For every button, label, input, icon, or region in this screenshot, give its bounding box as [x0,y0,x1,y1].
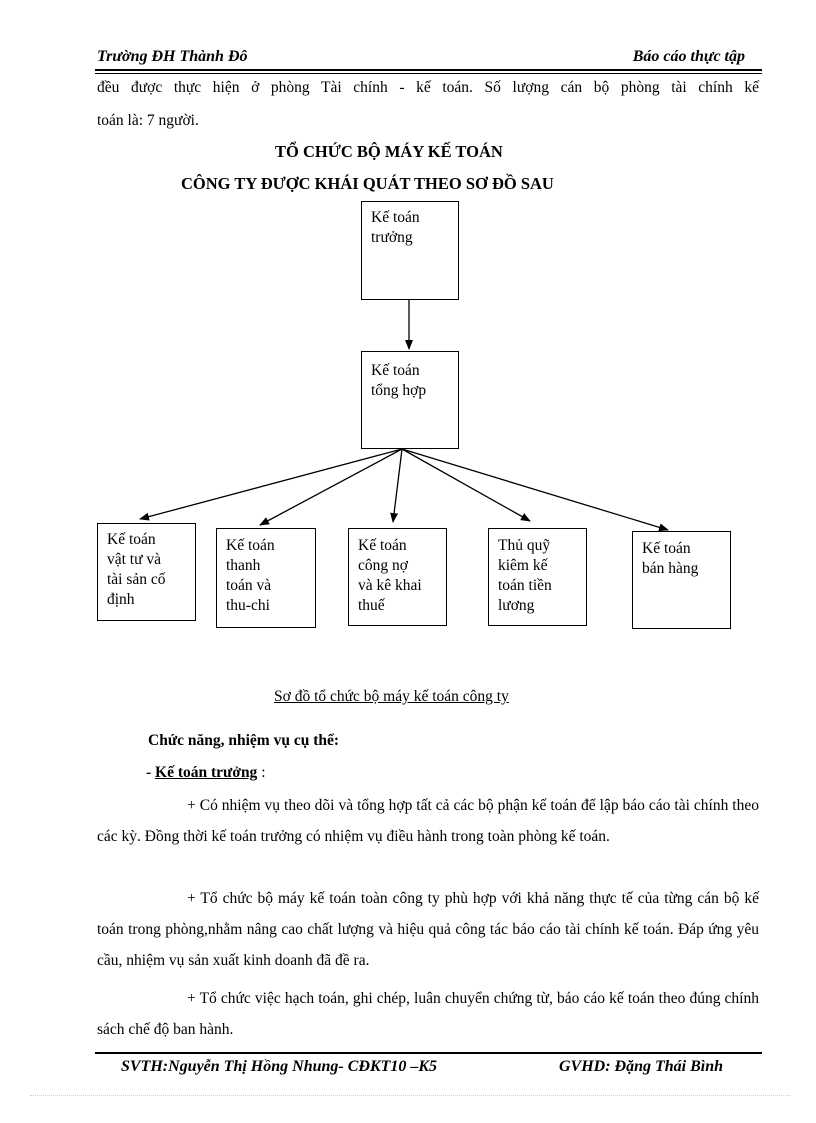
box-line: vật tư và [107,551,162,568]
footer-advisor: GVHD: Đặng Thái Bình [559,1058,724,1075]
box-line: Kế toán [226,537,275,554]
chief-dash: - [146,764,156,781]
box-general-accountant [361,351,459,449]
arrow-to-payments [260,449,402,525]
chief-suffix: : [257,764,266,781]
box-chief-line-1: Kế toán [371,209,420,226]
paragraph-duty-3: + Tổ chức việc hạch toán, ghi chép, luân chuyển chứng từ, báo cáo kế toán theo đúng chính sách chế độ ban hành. [97,990,759,1038]
arrow-to-materials [140,449,402,519]
arrow-to-treasurer [402,449,530,521]
functions-heading: Chức năng, nhiệm vụ cụ thể: [148,732,340,749]
chief-label: Kế toán trưởng [155,764,258,781]
chief-accountant-heading [146,764,266,782]
box-line: kiêm kế [498,557,548,574]
page-bottom-dotted-line [30,1095,790,1096]
paragraph-duty-2: + Tổ chức bộ máy kế toán toàn công ty phù hợp với khả năng thực tế của từng cán bộ kế toán trong phòng,nhằm nâng cao chất lượng và hiệu quả công tác báo cáo tài chính kế toán. Đáp ứng yêu cầu, nhiệm vụ sản xuất kinh doanh đã đề ra. [97,890,759,969]
box-line: toán và [226,577,272,594]
footer-student: SVTH:Nguyễn Thị Hồng Nhung- CĐKT10 –K5 [121,1058,438,1075]
box-line: thanh [226,557,261,574]
intro-line-1: đều được thực hiện ở phòng Tài chính - kế toán. Số lượng cán bộ phòng tài chính kế [97,79,759,96]
box-line: tài sản cố [107,571,166,588]
box-line: định [107,591,135,608]
box-line: thuế [358,597,385,614]
box-treasurer-payroll [488,528,587,626]
chart-title-line-2: CÔNG TY ĐƯỢC KHÁI QUÁT THEO SƠ ĐỒ SAU [181,174,554,193]
box-line: và kê khai [358,577,422,594]
box-line: thu-chi [226,597,270,614]
intro-line-2: toán là: 7 người. [97,112,199,129]
arrow-to-debts [393,449,402,522]
box-materials-assets-accountant [97,523,196,621]
header-school: Trường ĐH Thành Đô [97,48,248,65]
chart-caption: Sơ đồ tổ chức bộ máy kế toán công ty [274,688,509,705]
box-general-line-1: Kế toán [371,362,420,379]
box-line: Kế toán [642,540,691,557]
paragraph-duty-1: + Có nhiệm vụ theo dõi và tổng hợp tất cả các bộ phận kế toán để lập báo cáo tài chính theo các kỳ. Đồng thời kế toán trưởng có nhiệm vụ điều hành trong toàn phòng kế toán. [97,797,759,845]
box-debts-tax-accountant [348,528,447,626]
header-report-title: Báo cáo thực tập [632,48,745,65]
box-line: Kế toán [358,537,407,554]
box-line: Thủ quỹ [498,537,551,554]
chart-title-line-1: TỔ CHỨC BỘ MÁY KẾ TOÁN [275,142,503,161]
box-line: công nợ [358,557,408,574]
arrow-to-sales [402,449,668,530]
box-sales-accountant [632,531,731,629]
footer-rule [95,1052,762,1054]
box-chief-accountant [361,201,459,300]
box-chief-line-2: trưởng [371,229,413,246]
box-line: lương [498,597,535,614]
box-line: bán hàng [642,560,699,577]
box-line: Kế toán [107,531,156,548]
box-payments-accountant [216,528,316,628]
box-line: toán tiền [498,577,552,594]
box-general-line-2: tổng hợp [371,382,427,399]
